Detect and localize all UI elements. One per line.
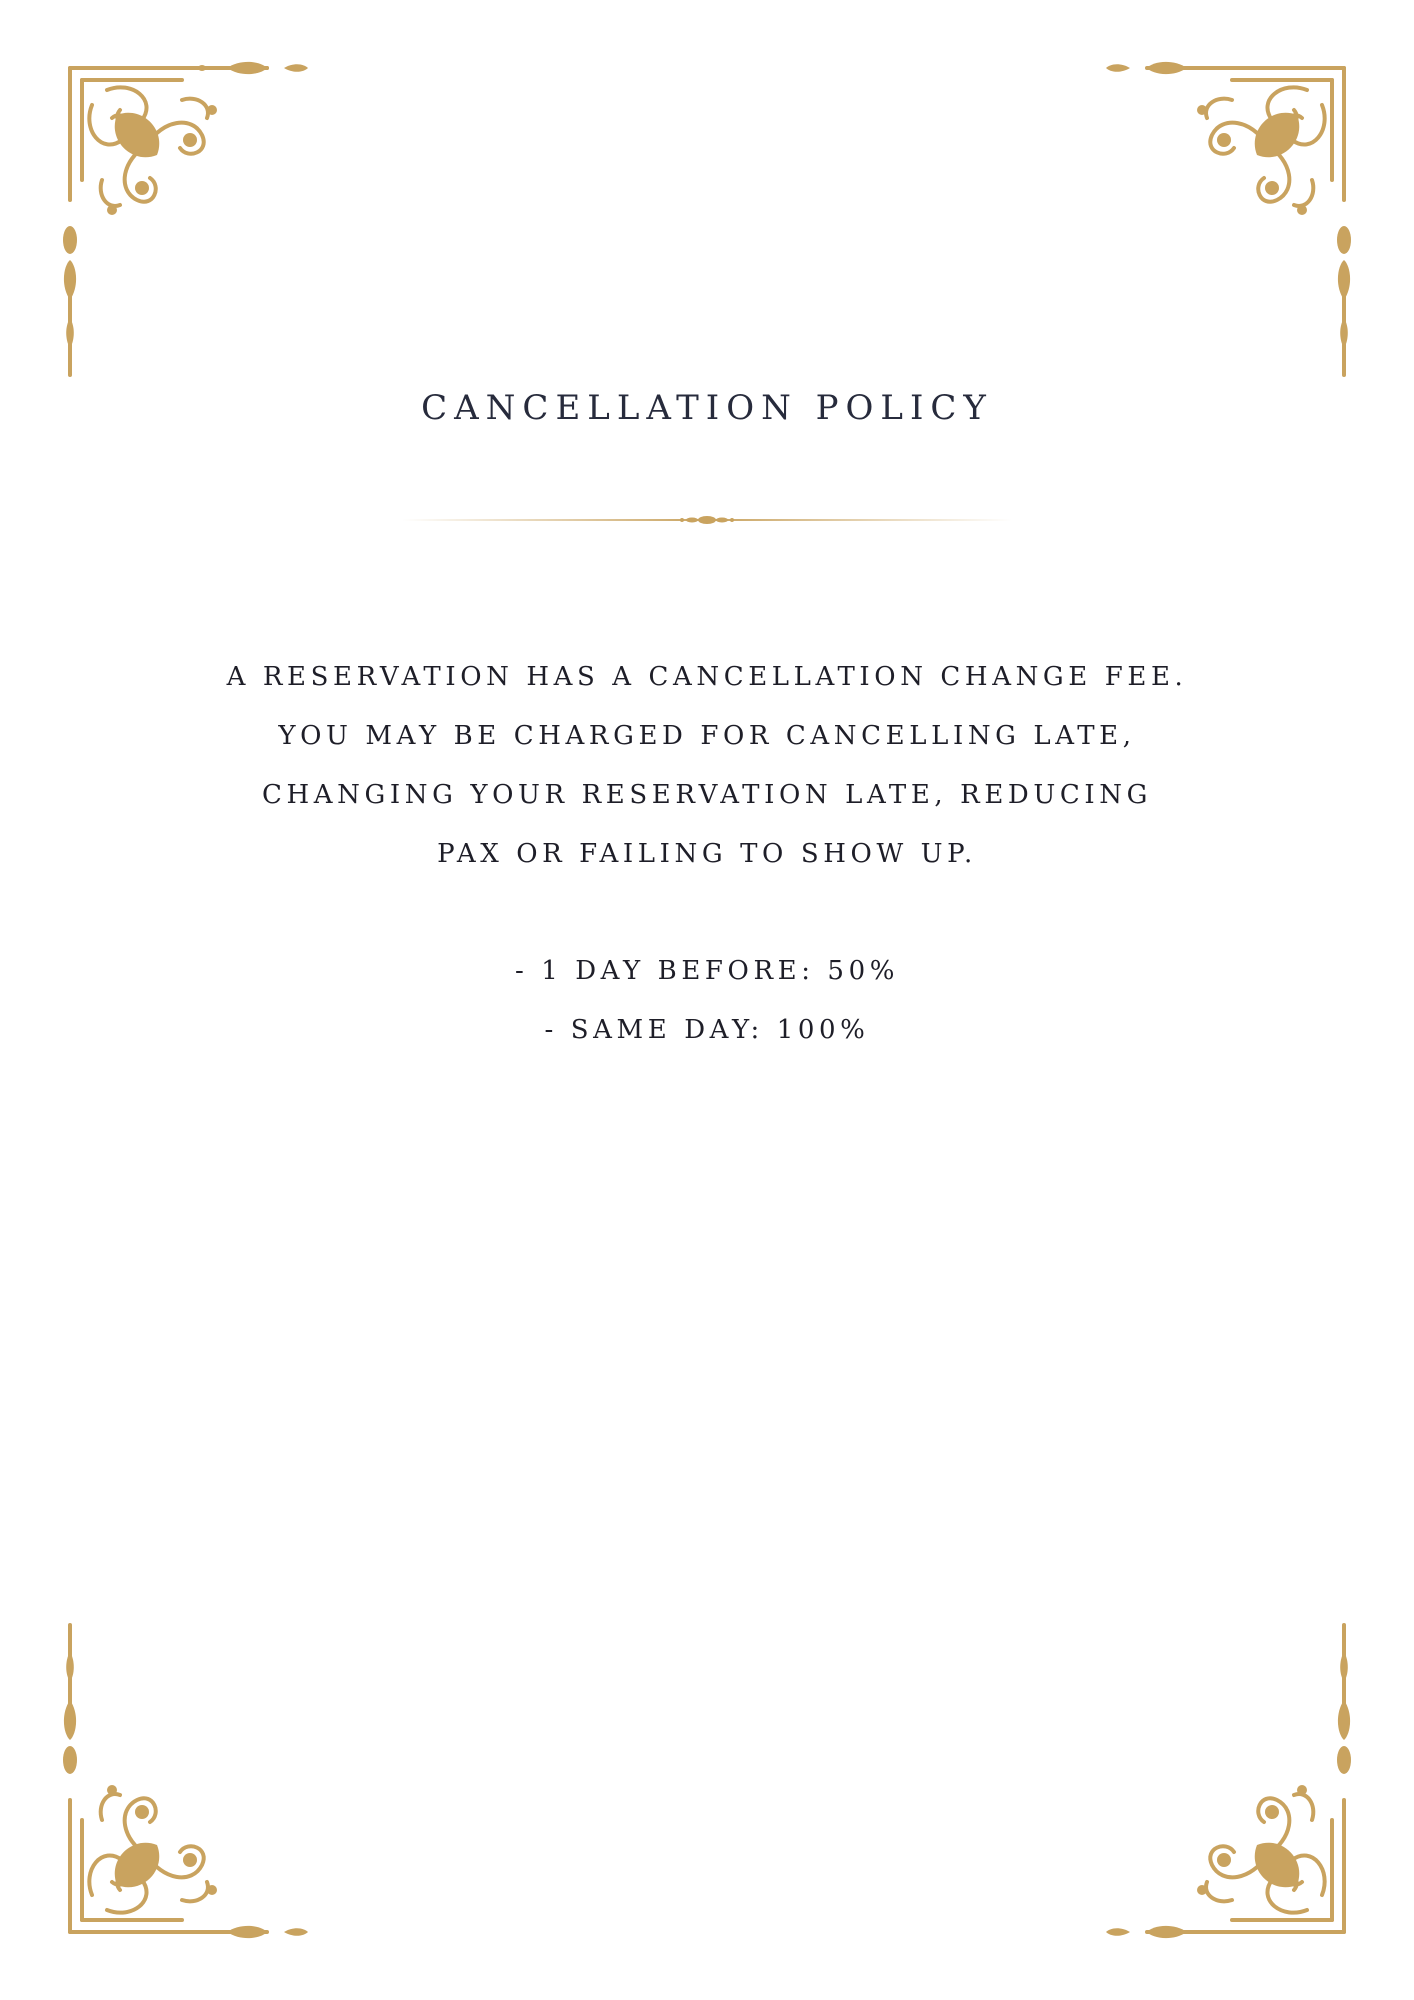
filigree-corner-icon <box>62 60 392 390</box>
ornamental-divider-icon <box>402 508 1012 532</box>
page-title: CANCELLATION POLICY <box>421 388 993 428</box>
fee-item-same-day: - SAME DAY: 100% <box>544 1015 870 1045</box>
policy-paragraph <box>0 648 1414 884</box>
paragraph-line: CHANGING YOUR RESERVATION LATE, REDUCING <box>262 780 1152 810</box>
fee-list <box>0 942 1414 1060</box>
filigree-corner-icon <box>62 1610 392 1940</box>
paragraph-line: PAX OR FAILING TO SHOW UP. <box>437 839 977 869</box>
fee-item-one-day-before: - 1 DAY BEFORE: 50% <box>514 956 900 986</box>
paragraph-line: YOU MAY BE CHARGED FOR CANCELLING LATE, <box>278 721 1136 751</box>
filigree-corner-icon <box>1022 1610 1352 1940</box>
filigree-corner-icon <box>1022 60 1352 390</box>
paragraph-line: A RESERVATION HAS A CANCELLATION CHANGE FEE. <box>226 662 1188 692</box>
